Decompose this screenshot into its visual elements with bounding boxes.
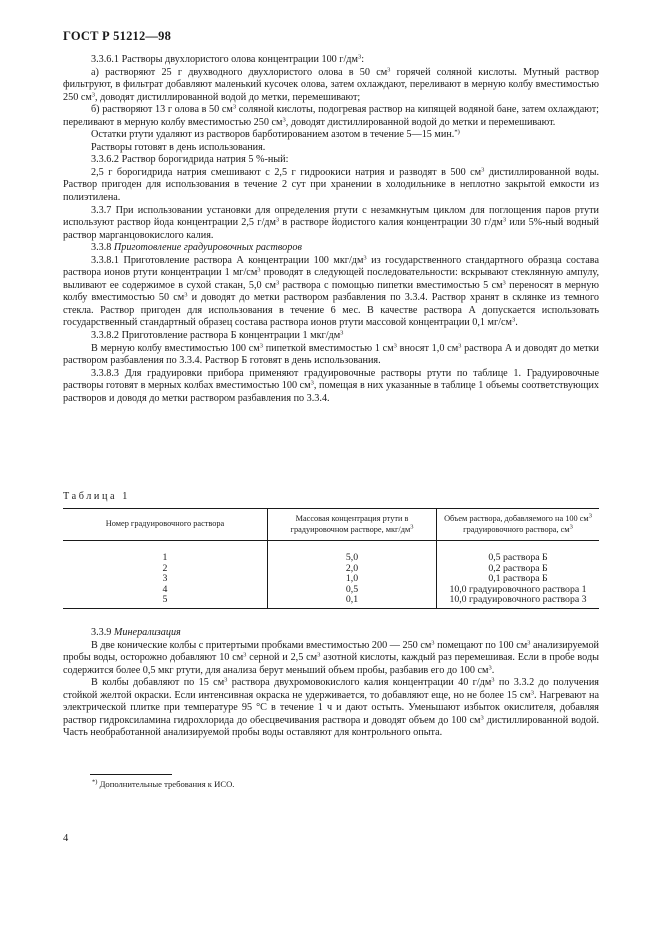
sup: 3 <box>259 342 263 350</box>
column-header-concentration <box>268 509 437 541</box>
sup: 3 <box>431 639 435 647</box>
table-header-row <box>63 509 599 541</box>
sup: 3 <box>232 103 237 111</box>
text: и доводят до метки раствором разбавления по 3.3.4. Раствор хранят в склянке из темного стекла. Раствор пригоден для использования в течение 6 мес. В качестве раствора А допускается использовать государственный стандартный образец состава раствора ионов ртути массовой концентрации 0,1 мг/см <box>63 292 599 329</box>
table-cell: 0,1 раствора Б <box>488 573 548 585</box>
sup: 3 <box>502 216 507 224</box>
table-cell: 4 <box>162 583 168 595</box>
column-header-volume <box>437 509 600 541</box>
paragraph-a <box>63 67 599 105</box>
footnote <box>92 779 234 789</box>
sup: 3 <box>91 91 96 99</box>
text: , доводят дистиллированной водой до метки и перемешивают. <box>285 116 556 128</box>
page-number: 4 <box>63 833 69 844</box>
sup: 3 <box>310 379 314 387</box>
paragraph-mercury <box>63 129 599 142</box>
footnote-text: Дополнительные требования к ИСО. <box>97 779 235 789</box>
column-concentrations <box>268 541 437 609</box>
table-cell: 0,5 <box>345 583 359 595</box>
paragraph-b <box>63 104 599 129</box>
paragraph-boro <box>63 167 599 205</box>
table-cell: 1 <box>162 552 168 563</box>
text: 3.3.8.3 Для градуировки прибора применяют градуировочные растворы ртути по таблице 1. Градуировочные растворы готовят в мерных колбах вместимостью 100 см <box>63 367 599 392</box>
sup: 3 <box>243 651 247 659</box>
table-cell: 2 <box>162 562 168 574</box>
sup: 3 <box>387 66 391 74</box>
table-cell: 5 <box>162 594 168 606</box>
text: . <box>491 664 495 676</box>
text: или 5%-ный водный раствор марганцовокислого калия. <box>63 217 599 241</box>
sup: 3 <box>569 523 573 530</box>
sup: 3 <box>257 266 261 274</box>
text: : <box>361 54 365 65</box>
text: 3.3.8.2 Приготовление раствора Б концентрации 1 мкг/дм <box>91 330 341 342</box>
paragraph-mineralization-1 <box>63 640 599 678</box>
header-text: градуировочного раствора, см <box>463 524 570 534</box>
sup: 3 <box>527 639 531 647</box>
text: дистиллированной воды. Раствор пригоден для использования в течение 2 сут при хранении в холодильнике в неплотно закрытой емкости из полиэтилена. <box>63 166 599 204</box>
text: 3.3.6.1 Растворы двухлористого олова концентрации 100 г/дм <box>91 54 358 65</box>
sup: 3 <box>480 714 484 722</box>
text: помещают по 100 см <box>434 639 528 651</box>
sup: 3 <box>357 53 362 61</box>
document-body <box>63 54 599 405</box>
sup: 3 <box>530 689 535 697</box>
text: раствора с помощью пипетки вместимостью 5 см <box>279 279 503 291</box>
sup: 3 <box>410 523 414 530</box>
footnote-mark: *) <box>92 778 98 786</box>
text: 3.3.7 При использовании установки для определения ртути с незамкнутым циклом для поглощения паров ртути используют раствор йода концентрации 2,5 г/дм <box>63 204 599 229</box>
text: Остатки ртути удаляют из растворов барботированием азотом в течение 5—15 мин. <box>91 129 455 141</box>
paragraph-337 <box>63 205 599 243</box>
sup: 3 <box>588 512 592 520</box>
text: анализируемой пробы воды, осторожно добавляют 10 см <box>63 639 599 664</box>
sup: 3 <box>458 342 462 350</box>
footnote-separator <box>90 774 172 775</box>
paragraph-3382-title <box>63 330 599 343</box>
table-cell: 2,0 <box>345 562 359 574</box>
table-caption: Таблица 1 <box>63 491 130 502</box>
text: , доводят дистиллированной водой до метки, перемешивают; <box>95 91 361 103</box>
section-number: 3.3.9 <box>91 627 112 638</box>
sup: 3 <box>275 216 280 224</box>
document-body-lower <box>63 627 599 740</box>
calibration-table <box>63 508 599 609</box>
paragraph-3381 <box>63 255 599 330</box>
text: 3.3.8.1 Приготовление раствора А концентрации 100 мкг/дм <box>91 254 364 266</box>
sup: 3 <box>340 329 344 337</box>
sup: 3 <box>511 316 516 324</box>
paragraph-3383 <box>63 368 599 406</box>
sup: 3 <box>184 291 188 299</box>
section-title: Приготовление градуировочных растворов <box>113 242 302 254</box>
table-cell: 3 <box>162 573 168 585</box>
text: в растворе йодистого калия концентрации 30 г/дм <box>279 217 503 229</box>
sup: 3 <box>317 651 321 659</box>
text: соляной кислоты, подогревая раствор на кипящей водяной бане, затем охлаждают; переливают в мерную колбу вместимостью 250 см <box>63 104 599 128</box>
text: из государственного стандартного образца состава раствора ионов ртути концентрации 1 мг/см <box>63 254 599 279</box>
text: В две конические колбы с притертыми пробками вместимостью 200 — 250 см <box>91 639 432 651</box>
column-header-number: Номер градуировочного раствора <box>63 509 268 541</box>
paragraph-3382 <box>63 343 599 368</box>
text: В колбы добавляют по 15 см <box>91 677 225 689</box>
text: 2,5 г борогидрида натрия смешивают с 2,5 г гидроокиси натрия и разводят в 500 см <box>91 166 482 178</box>
sup: 3 <box>363 254 367 262</box>
paragraph-3362: 3.3.6.2 Раствор борогидрида натрия 5 %-ный: <box>91 154 289 166</box>
text: вносят 1,0 см <box>396 342 459 354</box>
sup: 3 <box>502 279 506 287</box>
table-cell: 10,0 градуировочного раствора 3 <box>449 594 587 606</box>
text: по 3.3.2 до получения стойкой желтой окраски. Если интенсивная окраска не удерживается, то добавляют еще, но не более 15 см <box>63 677 599 701</box>
paragraph-mineralization-2 <box>63 677 599 740</box>
paragraph-daily: Растворы готовят в день использования. <box>91 141 266 153</box>
table-cell: 10,0 градуировочного раствора 1 <box>449 583 587 595</box>
section-number: 3.3.8 <box>91 242 112 254</box>
text: переносят в мерную колбу вместимостью 50 см <box>63 279 600 304</box>
text: пипеткой вместимостью 1 см <box>262 342 394 354</box>
text: дистиллированной водой. Часть необработанной анализируемой пробы воды оставляют для контрольного опыта. <box>63 714 599 739</box>
text: азотной кислоты, каждый раз перемешивая. Если в пробе воды содержится более 0,5 мкг ртути, для анализа берут меньший объем пробы, разбавив его до 100 см <box>63 652 599 676</box>
table-cell: 0,1 <box>345 594 359 606</box>
text: б) растворяют 13 г олова в 50 см <box>91 104 233 116</box>
text: , помещая в них указанные в таблице 1 объемы соответствующих растворов и доводя до метки раствором разбавления по 3.3.4. <box>63 380 599 404</box>
column-numbers <box>63 541 268 609</box>
sup: 3 <box>481 166 485 174</box>
column-volumes <box>437 541 600 609</box>
header-text: Массовая концентрация ртути в градуировочном растворе, мкг/дм <box>290 514 411 534</box>
sup: 3 <box>491 676 495 684</box>
table-cell: 0,2 раствора Б <box>488 562 548 574</box>
sup: 3 <box>282 116 286 124</box>
table-cell: 0,5 раствора Б <box>488 552 548 563</box>
text: проводят в следующей последовательности: вскрывают стеклянную ампулу, выливают ее содержимое в сухой стакан, 5,0 см <box>63 267 600 291</box>
text: . Нагревают на электрической плитке при температуре 95 °С в течение 1 ч и дают остыть. Уменьшают избыток окислителя, добавляя раствор гидроксиламина гидрохлорида до обесцвечивания раствора и доводят объем до 100 см <box>63 689 599 726</box>
table-cell: 5,0 <box>345 552 359 563</box>
header-text: Объем раствора, добавляемого на 100 см <box>444 514 589 523</box>
sup: 3 <box>275 279 280 287</box>
sup: 3 <box>393 342 397 350</box>
heading-339 <box>63 627 599 640</box>
text: . <box>515 317 518 329</box>
section-title: Минерализация <box>113 627 181 638</box>
table-cell: 1,0 <box>345 573 359 585</box>
footnote-ref: *) <box>454 128 460 136</box>
text: горячей соляной кислоты. Мутный раствор фильтруют, в фильтрат добавляют маленький кусочек олова, затем охлаждают, переливают в мерную колбу вместимостью 250 см <box>63 66 600 103</box>
paragraph-3361 <box>63 54 599 67</box>
text: серной и 2,5 см <box>246 652 318 664</box>
text: раствора А и доводят до метки раствором разбавления по 3.3.4. Раствор Б готовят в день использования. <box>63 342 599 367</box>
sup: 3 <box>488 664 492 672</box>
sup: 3 <box>224 676 228 684</box>
heading-338 <box>63 242 599 255</box>
text: а) растворяют 25 г двухводного двухлористого олова в 50 см <box>91 66 388 78</box>
text: раствора двухромовокислого калия концентрации 40 г/дм <box>227 677 492 689</box>
table-body-row <box>63 541 599 609</box>
standard-header: ГОСТ Р 51212—98 <box>63 29 172 43</box>
text: В мерную колбу вместимостью 100 см <box>91 342 260 354</box>
